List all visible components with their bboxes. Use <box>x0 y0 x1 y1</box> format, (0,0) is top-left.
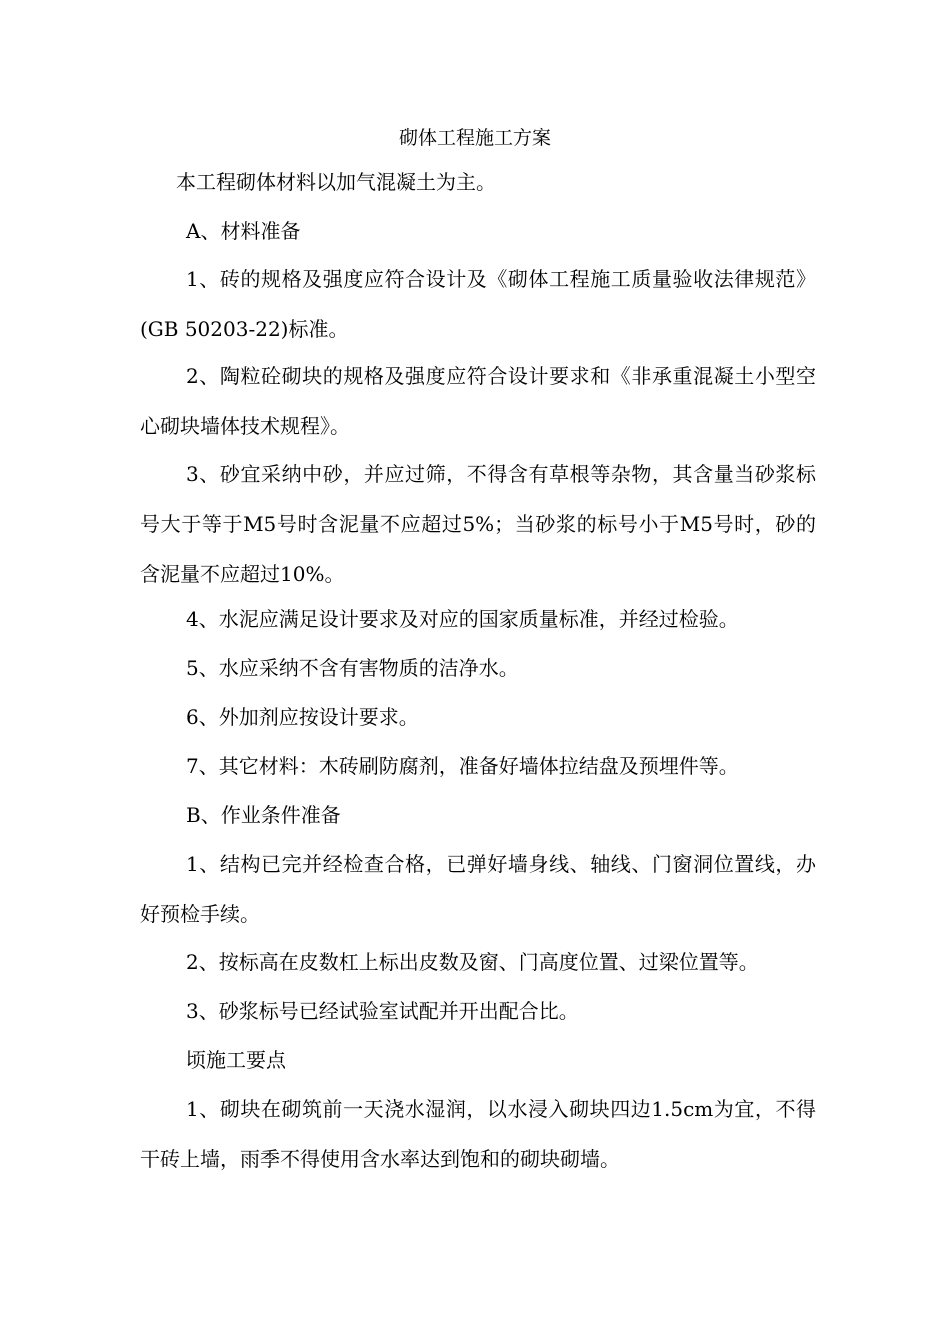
paragraph-a2: 2、陶粒砼砌块的规格及强度应符合设计要求和《非承重混凝土小型空心砌块墙体技术规程》。 <box>140 364 816 438</box>
paragraph-c1: 1、砌块在砌筑前一天浇水湿润，以水浸入砌块四边1.5cm为宜，不得干砖上墙，雨季不得使用含水率达到饱和的砌块砌墙。 <box>140 1097 816 1171</box>
paragraph-a1: 1、砖的规格及强度应符合设计及《砌体工程施工质量验收法律规范》(GB 50203-22)标准。 <box>140 267 816 341</box>
section-heading-b: B、作业条件准备 <box>186 803 341 827</box>
paragraph-a7: 7、其它材料：木砖刷防腐剂，准备好墙体拉结盘及预埋件等。 <box>186 754 739 778</box>
paragraph-b1: 1、结构已完并经检查合格，已弹好墙身线、轴线、门窗洞位置线，办好预检手续。 <box>140 852 816 926</box>
paragraph-a5: 5、水应采纳不含有害物质的洁净水。 <box>186 656 519 680</box>
section-heading-c: 顷施工要点 <box>186 1048 286 1072</box>
paragraph-a6: 6、外加剂应按设计要求。 <box>186 705 419 729</box>
section-heading-a: A、材料准备 <box>186 219 301 243</box>
paragraph-a3: 3、砂宜采纳中砂，并应过筛，不得含有草根等杂物，其含量当砂浆标号大于等于M5号时含泥量不应超过5%；当砂浆的标号小于M5号时，砂的含泥量不应超过10%。 <box>140 462 816 586</box>
paragraph-b2: 2、按标高在皮数杠上标出皮数及窗、门高度位置、过梁位置等。 <box>186 950 759 974</box>
intro-paragraph: 本工程砌体材料以加气混凝土为主。 <box>176 170 496 194</box>
document-title: 砌体工程施工方案 <box>398 127 551 149</box>
paragraph-b3: 3、砂浆标号已经试验室试配并开出配合比。 <box>186 999 579 1023</box>
paragraph-a4: 4、水泥应满足设计要求及对应的国家质量标准，并经过检验。 <box>186 607 739 631</box>
